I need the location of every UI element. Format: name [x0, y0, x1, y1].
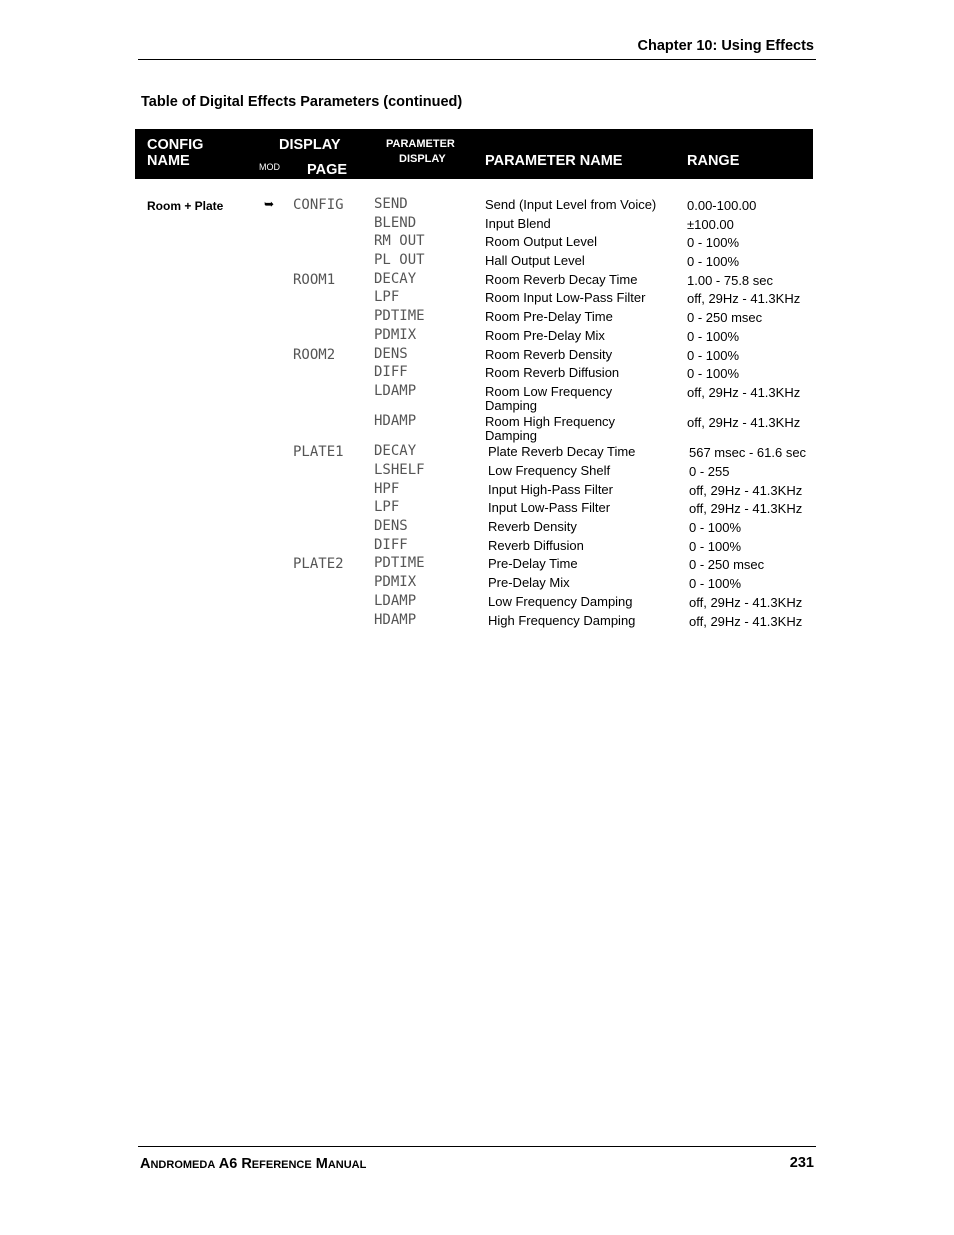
parameter-range: off, 29Hz - 41.3KHz: [689, 595, 803, 610]
parameter-display: LPF: [374, 499, 400, 515]
parameter-display: DIFF: [374, 537, 408, 553]
parameter-range: off, 29Hz - 41.3KHz: [687, 291, 801, 306]
parameter-name: Room Output Level: [485, 234, 598, 249]
parameter-display: HDAMP: [374, 413, 417, 429]
table-title: Table of Digital Effects Parameters (continued): [141, 94, 463, 110]
col-param-name: PARAMETER NAME: [485, 153, 623, 169]
parameter-display: DIFF: [374, 364, 408, 380]
config-name: Room + Plate: [147, 199, 224, 213]
parameter-display: PL OUT: [374, 252, 425, 268]
parameter-name: Low Frequency Damping: [488, 594, 633, 609]
parameter-range: 0 - 250 msec: [687, 310, 763, 325]
parameter-name: Room Input Low-Pass Filter: [485, 290, 646, 305]
col-param-display-2: DISPLAY: [399, 153, 446, 165]
parameter-display: HPF: [374, 481, 400, 497]
col-display: DISPLAY: [279, 137, 341, 153]
parameter-name: Room High Frequency Damping: [485, 414, 616, 443]
parameter-range: 0 - 100%: [687, 235, 740, 250]
parameter-display: DECAY: [374, 271, 417, 287]
parameter-range: 0 - 100%: [687, 348, 740, 363]
col-config-name: CONFIG NAME: [147, 137, 204, 169]
parameter-display: DENS: [374, 346, 408, 362]
parameter-name: Room Pre-Delay Time: [485, 309, 613, 324]
manual-title-part: A6 R: [215, 1156, 252, 1172]
col-param-display-1: PARAMETER: [386, 138, 455, 150]
col-mod: MOD: [259, 162, 280, 172]
parameter-name: Plate Reverb Decay Time: [488, 444, 636, 459]
parameter-display: LSHELF: [374, 462, 425, 478]
parameter-name: Pre-Delay Mix: [488, 575, 570, 590]
parameter-display: LPF: [374, 289, 400, 305]
parameter-display: PDMIX: [374, 327, 417, 343]
parameter-display: LDAMP: [374, 383, 417, 399]
manual-title-part: EFERENCE: [251, 1159, 312, 1171]
parameter-display: RM OUT: [374, 233, 425, 249]
parameter-display: DENS: [374, 518, 408, 534]
parameter-name: Input Blend: [485, 216, 551, 231]
parameter-name: Hall Output Level: [485, 253, 585, 268]
parameter-name: Room Reverb Diffusion: [485, 365, 620, 380]
parameter-name: Input Low-Pass Filter: [488, 500, 611, 515]
parameter-range: off, 29Hz - 41.3KHz: [689, 483, 803, 498]
parameter-range: 0 - 100%: [687, 254, 740, 269]
parameter-display: LDAMP: [374, 593, 417, 609]
manual-title-part: ANUAL: [327, 1159, 367, 1171]
parameter-range: off, 29Hz - 41.3KHz: [689, 614, 803, 629]
parameter-display: BLEND: [374, 215, 417, 231]
parameter-range: off, 29Hz - 41.3KHz: [687, 415, 801, 430]
manual-title: [140, 1156, 366, 1172]
page-config: CONFIG: [293, 197, 344, 213]
parameter-range: 0 - 100%: [689, 520, 742, 535]
parameter-range: 0 - 100%: [689, 576, 742, 591]
parameter-name: Reverb Density: [488, 519, 577, 534]
parameter-name: Room Pre-Delay Mix: [485, 328, 605, 343]
parameter-range: 0.00-100.00: [687, 198, 757, 213]
page-plate2: PLATE2: [293, 556, 344, 572]
parameter-name: Input High-Pass Filter: [488, 482, 613, 497]
parameter-display: DECAY: [374, 443, 417, 459]
parameter-name: Reverb Diffusion: [488, 538, 584, 553]
manual-title-part: M: [311, 1156, 328, 1172]
parameter-range: 0 - 100%: [689, 539, 742, 554]
footer-rule: [138, 1146, 816, 1147]
parameter-range: 0 - 100%: [687, 329, 740, 344]
parameter-display: PDTIME: [374, 555, 425, 571]
parameter-range: 1.00 - 75.8 sec: [687, 273, 773, 288]
parameter-name: Room Low Frequency Damping: [485, 384, 613, 413]
col-range: RANGE: [687, 153, 740, 169]
parameter-range: 0 - 250 msec: [689, 557, 765, 572]
parameter-name: Room Reverb Decay Time: [485, 272, 638, 287]
parameter-display: PDTIME: [374, 308, 425, 324]
header-rule: [138, 59, 816, 60]
chapter-heading: Chapter 10: Using Effects: [637, 38, 814, 54]
mod-arrow-icon: ➥: [264, 197, 275, 211]
col-page: PAGE: [307, 162, 348, 178]
parameter-range: 0 - 100%: [687, 366, 740, 381]
page-number: 231: [789, 1155, 814, 1171]
parameter-range: 0 - 255: [689, 464, 730, 479]
parameter-display: SEND: [374, 196, 408, 212]
parameter-range: ±100.00: [687, 217, 734, 232]
parameter-name: Room Reverb Density: [485, 347, 613, 362]
page-room2: ROOM2: [293, 347, 336, 363]
manual-title-part: A: [140, 1156, 151, 1172]
parameter-display: HDAMP: [374, 612, 417, 628]
parameter-range: off, 29Hz - 41.3KHz: [687, 385, 801, 400]
parameter-name: Pre-Delay Time: [488, 556, 578, 571]
parameter-name: Send (Input Level from Voice): [485, 197, 657, 212]
page-plate1: PLATE1: [293, 444, 344, 460]
parameter-range: 567 msec - 61.6 sec: [689, 445, 807, 460]
page-room1: ROOM1: [293, 272, 336, 288]
parameter-range: off, 29Hz - 41.3KHz: [689, 501, 803, 516]
parameter-display: PDMIX: [374, 574, 417, 590]
manual-title-part: NDROMEDA: [150, 1159, 216, 1171]
table-header: [135, 129, 813, 179]
parameter-name: Low Frequency Shelf: [488, 463, 611, 478]
parameter-name: High Frequency Damping: [488, 613, 636, 628]
